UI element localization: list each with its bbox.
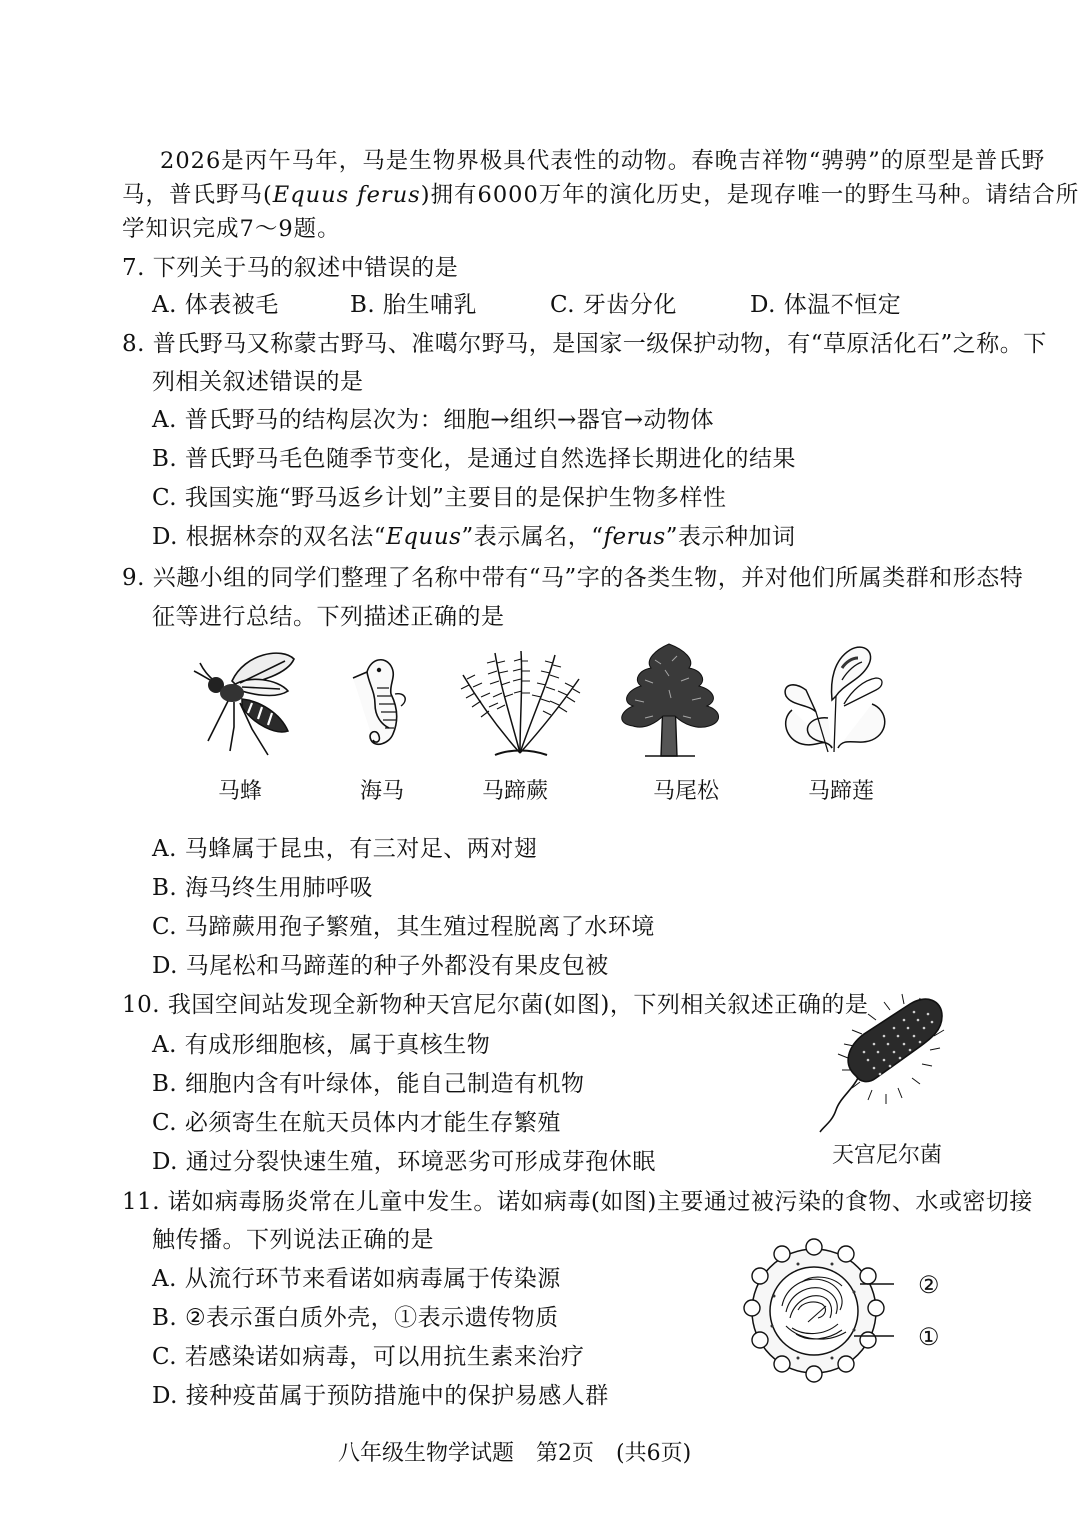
intro-line-2-a: 马，普氏野马( bbox=[122, 182, 273, 208]
q9-option-c: C. 马蹄蕨用孢子繁殖，其生殖过程脱离了水环境 bbox=[152, 914, 655, 940]
q8-option-c: C. 我国实施“野马返乡计划”主要目的是保护生物多样性 bbox=[152, 485, 727, 511]
caption-calla-lily: 马蹄莲 bbox=[808, 779, 875, 804]
q9-stem-line-1: 9. 兴趣小组的同学们整理了名称中带有“马”字的各类生物，并对他们所属类群和形态特 bbox=[122, 565, 1024, 591]
q8-stem-line-1: 8. 普氏野马又称蒙古野马、准噶尔野马，是国家一级保护动物，有“草原活化石”之称。下 bbox=[122, 331, 1047, 357]
wasp-illustration bbox=[190, 645, 300, 760]
q11-option-d: D. 接种疫苗属于预防措施中的保护易感人群 bbox=[152, 1383, 609, 1409]
q8-option-d-b: ”表示属名，“ bbox=[461, 524, 604, 550]
caption-fern: 马蹄蕨 bbox=[482, 779, 549, 804]
q11-stem-line-1: 11. 诺如病毒肠炎常在儿童中发生。诺如病毒(如图)主要通过被污染的食物、水或密切接 bbox=[122, 1189, 1033, 1215]
q7-option-b: B. 胎生哺乳 bbox=[350, 292, 478, 318]
genus-name: Equus bbox=[386, 524, 462, 550]
bacterium-illustration bbox=[818, 990, 958, 1140]
seahorse-illustration bbox=[345, 648, 415, 763]
q10-option-a: A. 有成形细胞核，属于真核生物 bbox=[152, 1032, 491, 1058]
page-footer: 八年级生物学试题 第2页 (共6页) bbox=[338, 1441, 692, 1466]
caption-wasp: 马蜂 bbox=[218, 779, 263, 804]
q8-option-d bbox=[152, 522, 796, 552]
intro-line-1: 2026是丙午马年，马是生物界极具代表性的动物。春晚吉祥物“骋骋”的原型是普氏野 bbox=[160, 148, 1046, 174]
pine-tree-illustration bbox=[605, 640, 735, 760]
caption-seahorse: 海马 bbox=[360, 779, 405, 804]
norovirus-illustration bbox=[742, 1236, 897, 1386]
q7-option-c: C. 牙齿分化 bbox=[550, 292, 677, 318]
q9-option-b: B. 海马终生用肺呼吸 bbox=[152, 875, 374, 901]
q7-option-d: D. 体温不恒定 bbox=[750, 292, 902, 318]
epithet-name: ferus bbox=[603, 524, 666, 550]
q7-option-a: A. 体表被毛 bbox=[152, 292, 279, 318]
q9-option-d: D. 马尾松和马蹄莲的种子外都没有果皮包被 bbox=[152, 953, 609, 979]
q10-stem: 10. 我国空间站发现全新物种天宫尼尔菌(如图)，下列相关叙述正确的是 bbox=[122, 992, 869, 1018]
q10-option-b: B. 细胞内含有叶绿体，能自己制造有机物 bbox=[152, 1071, 585, 1097]
intro-line-3: 学知识完成7～9题。 bbox=[122, 216, 341, 242]
q11-stem-line-2: 触传播。下列说法正确的是 bbox=[152, 1227, 434, 1253]
intro-line-2 bbox=[122, 180, 1079, 210]
q8-stem-line-2: 列相关叙述错误的是 bbox=[152, 369, 364, 395]
q9-stem-line-2: 征等进行总结。下列描述正确的是 bbox=[152, 604, 505, 630]
q9-option-a: A. 马蜂属于昆虫，有三对足、两对翅 bbox=[152, 836, 538, 862]
q11-option-b: B. ②表示蛋白质外壳，①表示遗传物质 bbox=[152, 1305, 559, 1331]
fern-illustration bbox=[455, 645, 585, 760]
virus-label-2: ② bbox=[918, 1271, 940, 1299]
caption-pine: 马尾松 bbox=[653, 779, 720, 804]
q8-option-d-a: D. 根据林奈的双名法“ bbox=[152, 524, 387, 550]
q8-option-a: A. 普氏野马的结构层次为：细胞→组织→器官→动物体 bbox=[152, 407, 715, 433]
bacterium-caption: 天宫尼尔菌 bbox=[832, 1143, 943, 1168]
species-name: Equus ferus bbox=[272, 182, 421, 208]
q11-option-c: C. 若感染诺如病毒，可以用抗生素来治疗 bbox=[152, 1344, 585, 1370]
q7-stem: 7. 下列关于马的叙述中错误的是 bbox=[122, 255, 459, 281]
q11-option-a: A. 从流行环节来看诺如病毒属于传染源 bbox=[152, 1266, 561, 1292]
q10-option-d: D. 通过分裂快速生殖，环境恶劣可形成芽孢休眠 bbox=[152, 1149, 656, 1175]
intro-line-2-b: )拥有6000万年的演化历史，是现存唯一的野生马种。请结合所 bbox=[420, 182, 1080, 208]
q10-option-c: C. 必须寄生在航天员体内才能生存繁殖 bbox=[152, 1110, 561, 1136]
virus-label-1: ① bbox=[918, 1323, 940, 1351]
q8-option-d-c: ”表示种加词 bbox=[665, 524, 796, 550]
q8-option-b: B. 普氏野马毛色随季节变化，是通过自然选择长期进化的结果 bbox=[152, 446, 797, 472]
calla-lily-illustration bbox=[772, 640, 897, 760]
